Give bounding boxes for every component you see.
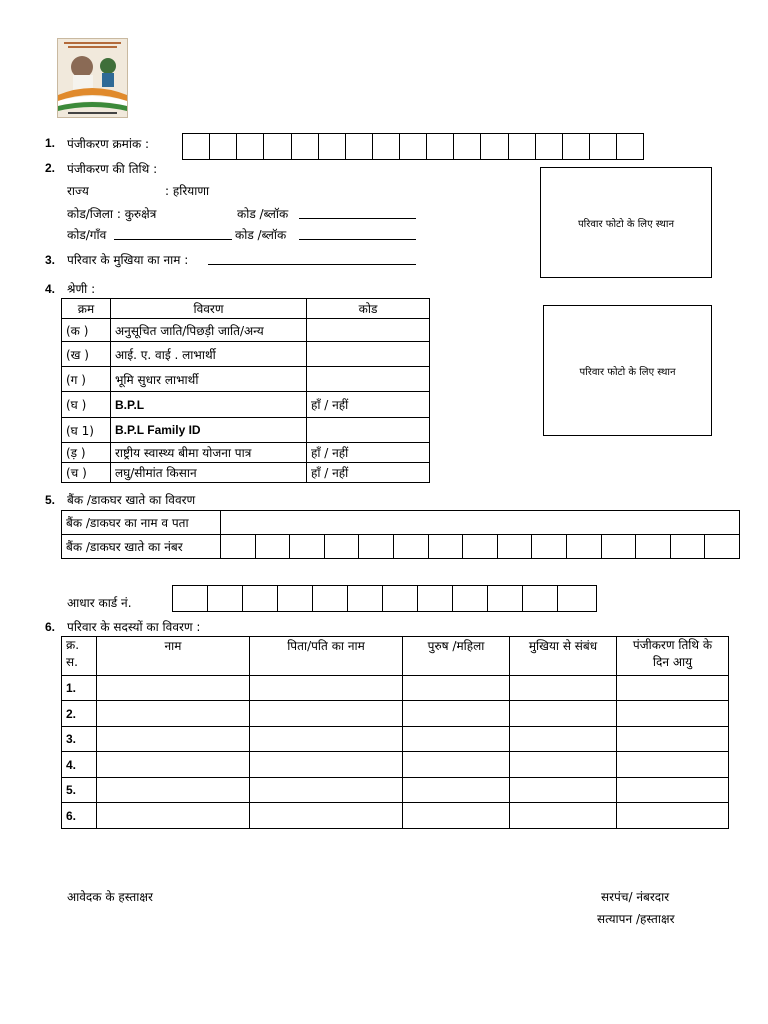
table-row <box>62 418 430 443</box>
member-name-cell[interactable] <box>97 701 250 727</box>
account-digit-box[interactable] <box>532 535 567 559</box>
member-age-cell[interactable] <box>617 676 729 701</box>
registration-number-label: पंजीकरण क्रमांक : <box>67 137 150 151</box>
bank-details-label: बैंक /डाकघर खाते का विवरण <box>67 493 196 507</box>
member-serial: 6. <box>62 803 97 829</box>
row-detail: B.P.L Family ID <box>111 418 307 443</box>
category-label: श्रेणी : <box>67 282 96 296</box>
member-gender-cell[interactable] <box>403 727 510 752</box>
row-detail: भूमि सुधार लाभार्थी <box>111 367 307 392</box>
family-head-label: परिवार के मुखिया का नाम : <box>67 253 189 267</box>
header-serial <box>62 637 97 676</box>
member-name-cell[interactable] <box>97 778 250 803</box>
account-digit-box[interactable] <box>393 535 428 559</box>
account-digit-box[interactable] <box>670 535 705 559</box>
item-2-number: 2. <box>45 161 56 175</box>
table-row <box>62 511 740 535</box>
table-row <box>62 778 729 803</box>
block-label-2: कोड /ब्लॉक <box>235 228 287 242</box>
header-name: नाम <box>97 637 250 676</box>
table-row <box>62 535 740 559</box>
row-code-cell[interactable] <box>307 367 430 392</box>
logo-image <box>57 38 128 118</box>
member-father-cell[interactable] <box>250 803 403 829</box>
table-row <box>62 676 729 701</box>
account-digit-box[interactable] <box>359 535 394 559</box>
applicant-signature-label: आवेदक के हस्ताक्षर <box>67 890 153 904</box>
member-serial: 5. <box>62 778 97 803</box>
row-serial: (ख ) <box>62 342 111 367</box>
member-gender-cell[interactable] <box>403 752 510 778</box>
item-6-number: 6. <box>45 620 56 634</box>
row-code-cell[interactable] <box>307 342 430 367</box>
member-age-cell[interactable] <box>617 778 729 803</box>
family-head-line[interactable] <box>208 252 416 265</box>
member-relation-cell[interactable] <box>510 676 617 701</box>
account-digit-box[interactable] <box>566 535 601 559</box>
account-digit-box[interactable] <box>705 535 740 559</box>
photo-box-1-label: परिवार फोटो के लिए स्थान <box>577 218 675 230</box>
member-gender-cell[interactable] <box>403 701 510 727</box>
row-code-cell[interactable] <box>307 319 430 342</box>
members-header-row <box>62 637 729 676</box>
member-name-cell[interactable] <box>97 803 250 829</box>
member-age-cell[interactable] <box>617 803 729 829</box>
table-row <box>62 727 729 752</box>
header-serial-line-2: स. <box>66 655 78 669</box>
header-relation: मुखिया से संबंध <box>510 637 617 676</box>
header-age-line-1: पंजीकरण तिथि के <box>632 638 713 652</box>
bank-account-label: बैंक /डाकघर खाते का नंबर <box>62 535 221 559</box>
member-relation-cell[interactable] <box>510 752 617 778</box>
category-header-row <box>62 299 430 319</box>
bank-table <box>61 510 740 559</box>
member-father-cell[interactable] <box>250 727 403 752</box>
row-serial: (च ) <box>62 463 111 483</box>
member-relation-cell[interactable] <box>510 701 617 727</box>
category-header-code: कोड <box>307 299 430 319</box>
header-father-name: पिता/पति का नाम <box>250 637 403 676</box>
family-photo-box-1[interactable] <box>540 167 712 278</box>
table-row <box>62 342 430 367</box>
row-detail: राष्ट्रीय स्वास्थ्य बीमा योजना पात्र <box>111 443 307 463</box>
row-detail: आई. ए. वाई . लाभार्थी <box>111 342 307 367</box>
aadhaar-number-boxes[interactable] <box>172 585 597 612</box>
account-digit-box[interactable] <box>497 535 532 559</box>
table-row <box>62 463 430 483</box>
member-age-cell[interactable] <box>617 701 729 727</box>
member-gender-cell[interactable] <box>403 676 510 701</box>
account-digit-box[interactable] <box>290 535 325 559</box>
account-digit-box[interactable] <box>221 535 256 559</box>
family-members-table <box>61 636 729 829</box>
block-code-line-1[interactable] <box>299 206 416 219</box>
member-name-cell[interactable] <box>97 676 250 701</box>
category-table <box>61 298 430 483</box>
row-code-cell[interactable]: हाँ / नहीं <box>307 463 430 483</box>
registration-date-label: पंजीकरण की तिथि : <box>67 162 158 176</box>
village-code-line[interactable] <box>114 227 232 240</box>
row-serial: (क ) <box>62 319 111 342</box>
row-detail: अनुसूचित जाति/पिछड़ी जाति/अन्य <box>111 319 307 342</box>
item-3-number: 3. <box>45 253 56 267</box>
block-code-line-2[interactable] <box>299 227 416 240</box>
member-age-cell[interactable] <box>617 752 729 778</box>
row-serial: (घ ) <box>62 392 111 418</box>
row-serial: (ड़ ) <box>62 443 111 463</box>
item-5-number: 5. <box>45 493 56 507</box>
account-digit-box[interactable] <box>428 535 463 559</box>
family-photo-box-2[interactable] <box>543 305 712 436</box>
table-row <box>62 392 430 418</box>
member-serial: 4. <box>62 752 97 778</box>
table-row <box>62 319 430 342</box>
row-code-cell[interactable]: हाँ / नहीं <box>307 392 430 418</box>
member-relation-cell[interactable] <box>510 803 617 829</box>
row-detail: B.P.L <box>111 392 307 418</box>
row-detail: लघु/सीमांत किसान <box>111 463 307 483</box>
account-digit-box[interactable] <box>601 535 636 559</box>
bank-name-input[interactable] <box>221 511 740 535</box>
bank-name-label: बैंक /डाकघर का नाम व पता <box>62 511 221 535</box>
district-label: कोड/जिला : कुरुक्षेत्र <box>67 207 157 221</box>
account-digit-box[interactable] <box>463 535 498 559</box>
account-digit-box[interactable] <box>324 535 359 559</box>
table-row <box>62 701 729 727</box>
block-label-1: कोड /ब्लॉक <box>237 207 289 221</box>
member-serial: 1. <box>62 676 97 701</box>
header-gender: पुरुष /महिला <box>403 637 510 676</box>
verification-signature-label: सत्यापन /हस्ताक्षर <box>597 912 675 926</box>
member-father-cell[interactable] <box>250 676 403 701</box>
item-1-number: 1. <box>45 136 56 150</box>
member-name-cell[interactable] <box>97 752 250 778</box>
member-serial: 2. <box>62 701 97 727</box>
member-gender-cell[interactable] <box>403 778 510 803</box>
village-label: कोड/गाँव <box>67 228 107 242</box>
member-name-cell[interactable] <box>97 727 250 752</box>
member-relation-cell[interactable] <box>510 778 617 803</box>
account-digit-box[interactable] <box>255 535 290 559</box>
member-gender-cell[interactable] <box>403 803 510 829</box>
table-row <box>62 367 430 392</box>
sarpanch-label: सरपंच/ नंबरदार <box>601 890 670 904</box>
row-code-cell[interactable]: हाँ / नहीं <box>307 443 430 463</box>
row-code-cell[interactable] <box>307 418 430 443</box>
state-value: : हरियाणा <box>165 184 210 198</box>
account-digit-box[interactable] <box>636 535 671 559</box>
table-row <box>62 443 430 463</box>
gandhi-logo-icon <box>58 39 127 117</box>
aadhaar-label: आधार कार्ड नं. <box>67 596 132 610</box>
row-serial: (ग ) <box>62 367 111 392</box>
family-members-label: परिवार के सदस्यों का विवरण : <box>67 620 201 634</box>
header-age <box>617 637 729 676</box>
member-age-cell[interactable] <box>617 727 729 752</box>
header-age-line-2: दिन आयु <box>652 655 693 669</box>
registration-number-boxes[interactable] <box>182 133 644 160</box>
table-row <box>62 752 729 778</box>
table-row <box>62 803 729 829</box>
row-serial: (घ 1) <box>62 418 111 443</box>
category-header-sno: क्रम <box>62 299 111 319</box>
member-father-cell[interactable] <box>250 752 403 778</box>
header-serial-line-1: क्र. <box>66 638 80 652</box>
member-serial: 3. <box>62 727 97 752</box>
item-4-number: 4. <box>45 282 56 296</box>
photo-box-2-label: परिवार फोटो के लिए स्थान <box>579 366 676 378</box>
category-header-detail: विवरण <box>111 299 307 319</box>
member-father-cell[interactable] <box>250 701 403 727</box>
member-relation-cell[interactable] <box>510 727 617 752</box>
member-father-cell[interactable] <box>250 778 403 803</box>
state-label: राज्य <box>67 184 89 198</box>
